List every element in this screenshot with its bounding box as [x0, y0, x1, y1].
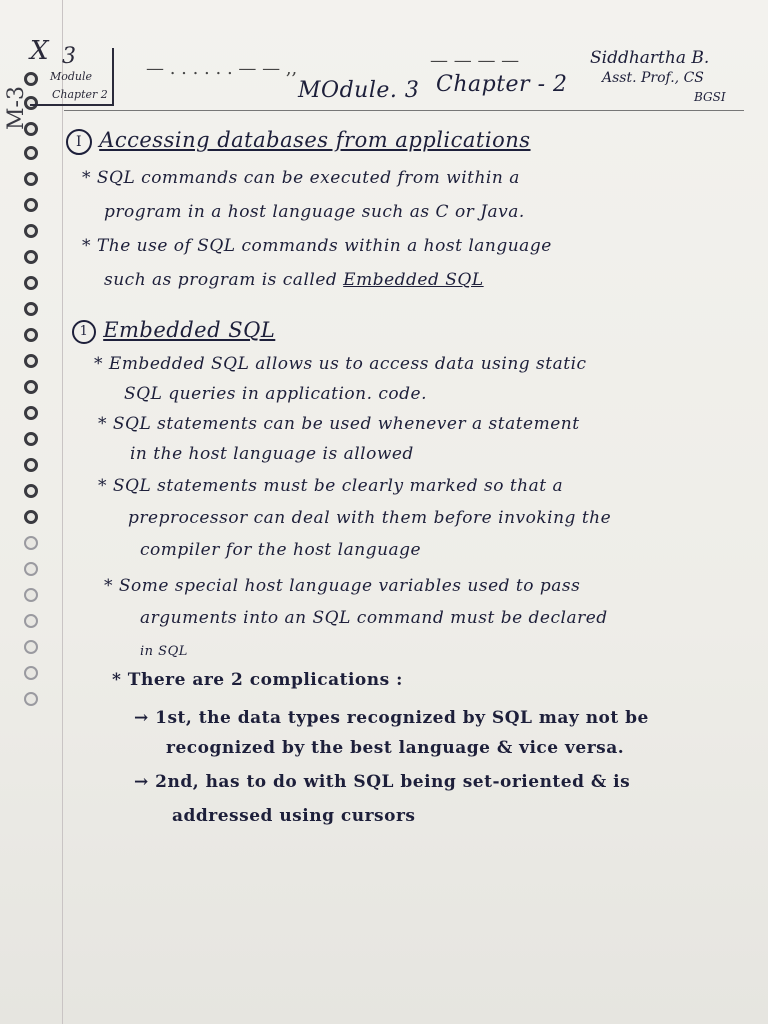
paragraph-line: program in a host language such as C or Java. — [104, 202, 525, 222]
section-heading — [66, 128, 531, 155]
chapter-label: Chapter - 2 — [436, 72, 568, 97]
binding-ring — [24, 250, 38, 264]
binding-ring — [24, 458, 38, 472]
binding-ring — [24, 562, 38, 576]
binding-ring — [24, 536, 38, 550]
complication-line: → 1st, the data types recognized by SQL may not be — [134, 708, 649, 728]
module-label: MOdule. 3 — [298, 78, 420, 103]
paragraph-line: * SQL commands can be executed from within a — [82, 168, 520, 188]
corner-module: Module — [50, 70, 93, 83]
binding-ring — [24, 146, 38, 160]
paragraph-line: * Embedded SQL allows us to access data using static — [94, 354, 587, 374]
complication-line: addressed using cursors — [172, 806, 416, 826]
subsection-heading — [72, 318, 275, 344]
margin-line — [62, 0, 63, 1024]
binding-ring — [24, 302, 38, 316]
embedded-sql-term: Embedded SQL — [343, 270, 484, 290]
header-dashes-right: — — — — — [430, 50, 520, 71]
binding-ring — [24, 354, 38, 368]
paragraph-line: preprocessor can deal with them before invoking the — [128, 508, 612, 528]
section-marker: I — [66, 129, 92, 155]
binding-ring — [24, 406, 38, 420]
paragraph-line: * The use of SQL commands within a host language — [82, 236, 552, 256]
corner-number: 3 — [62, 44, 76, 69]
binding-ring — [24, 510, 38, 524]
section-title: Accessing databases from applications — [99, 128, 531, 152]
binding-ring — [24, 484, 38, 498]
binding-ring — [24, 666, 38, 680]
subsection-title: Embedded SQL — [103, 318, 276, 342]
binding-ring — [24, 692, 38, 706]
paragraph-text: such as program is called — [104, 270, 344, 290]
header-rule — [64, 110, 744, 111]
institution: BGSI — [694, 90, 726, 104]
binding-ring — [24, 432, 38, 446]
paragraph-line: SQL queries in application. code. — [124, 384, 428, 404]
header-dashes-left: — . . . . . . — — ,, — [146, 58, 298, 79]
paragraph-line: in SQL — [140, 644, 188, 659]
complication-line: recognized by the best language & vice versa. — [166, 738, 625, 758]
binding-ring — [24, 172, 38, 186]
author-name: Siddhartha B. — [590, 48, 710, 68]
subsection-marker: 1 — [72, 320, 96, 344]
author-role: Asst. Prof., CS — [602, 70, 704, 86]
paragraph-line: compiler for the host language — [140, 540, 422, 560]
spiral-binding — [0, 0, 60, 1024]
paragraph-line: * SQL statements must be clearly marked so that a — [98, 476, 564, 496]
binding-ring — [24, 588, 38, 602]
binding-ring — [24, 328, 38, 342]
side-mark: M-3 — [4, 86, 29, 130]
paragraph-line: * SQL statements can be used whenever a statement — [98, 414, 580, 434]
corner-x-mark: X — [30, 36, 49, 66]
binding-ring — [24, 614, 38, 628]
corner-chapter: Chapter 2 — [52, 88, 108, 101]
paragraph-line: arguments into an SQL command must be declared — [140, 608, 608, 628]
paragraph-line — [104, 270, 484, 290]
binding-ring — [24, 276, 38, 290]
binding-ring — [24, 198, 38, 212]
binding-ring — [24, 380, 38, 394]
paragraph-line: * Some special host language variables used to pass — [104, 576, 581, 596]
paragraph-line: in the host language is allowed — [130, 444, 414, 464]
binding-ring — [24, 224, 38, 238]
binding-ring — [24, 640, 38, 654]
complication-line: → 2nd, has to do with SQL being set-oriented & is — [134, 772, 631, 792]
complications-heading: * There are 2 complications : — [112, 670, 403, 690]
